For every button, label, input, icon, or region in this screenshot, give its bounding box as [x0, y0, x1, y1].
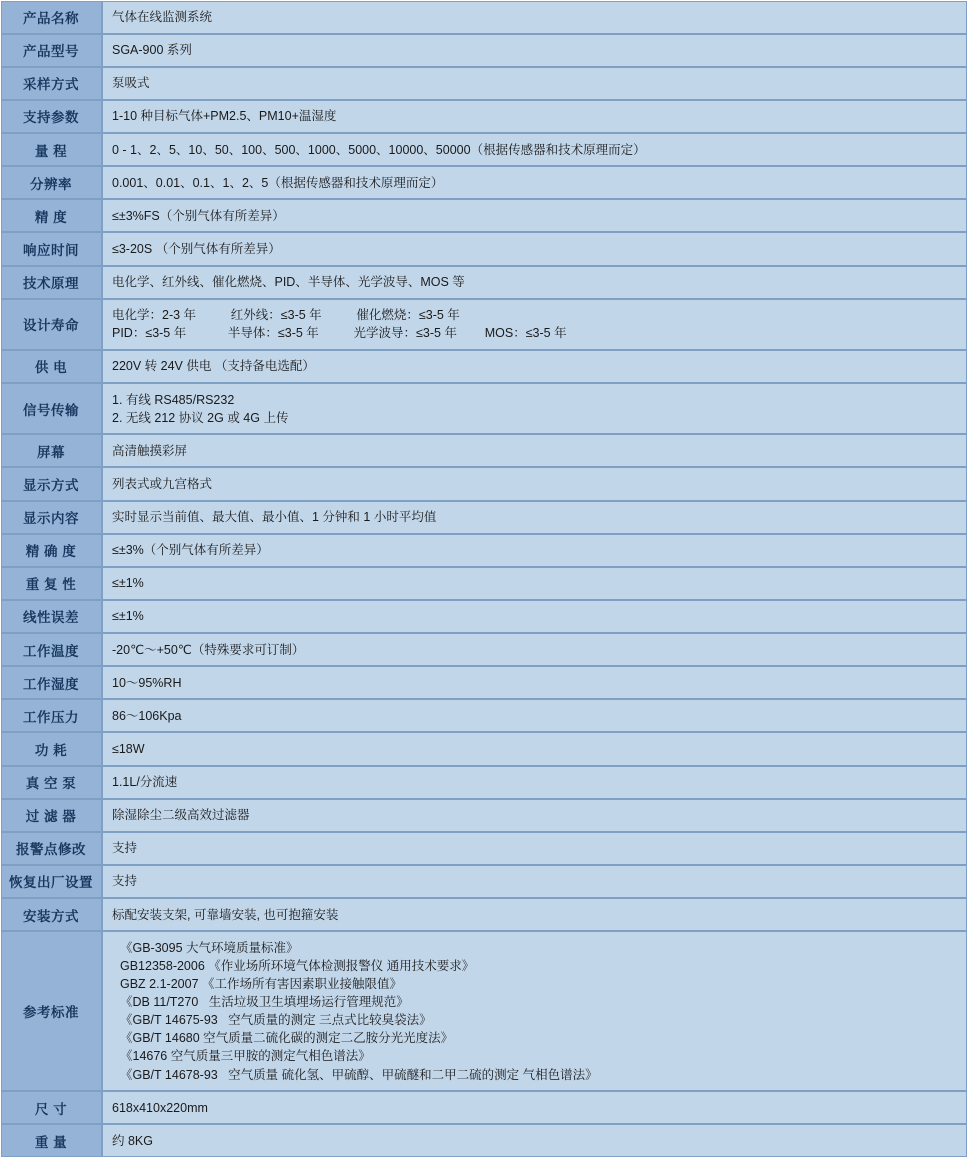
- spec-label-cell: 技术原理: [1, 266, 102, 299]
- table-row: [1, 232, 967, 265]
- spec-label-cell: 供 电: [1, 350, 102, 383]
- spec-value-cell: 1-10 种目标气体+PM2.5、PM10+温湿度: [102, 100, 967, 133]
- spec-value-line: 电化学：2-3 年 红外线：≤3-5 年 催化燃烧：≤3-5 年: [112, 308, 460, 323]
- spec-value-cell: 约 8KG: [102, 1124, 967, 1157]
- table-row: [1, 34, 967, 67]
- spec-value-cell: 实时显示当前值、最大值、最小值、1 分钟和 1 小时平均值: [102, 501, 967, 534]
- spec-label-cell: 分辨率: [1, 166, 102, 199]
- spec-label-cell: 功 耗: [1, 732, 102, 765]
- spec-value-cell: ≤3-20S （个别气体有所差异）: [102, 232, 967, 265]
- spec-value-cell: -20℃～+50℃（特殊要求可订制）: [102, 633, 967, 666]
- table-row: [1, 501, 967, 534]
- spec-value-cell: 618x410x220mm: [102, 1091, 967, 1124]
- spec-value-cell: 列表式或九宫格式: [102, 467, 967, 500]
- table-row: [1, 299, 967, 350]
- table-row: [1, 567, 967, 600]
- spec-label-cell: 显示方式: [1, 467, 102, 500]
- spec-value-line: GBZ 2.1-2007 《工作场所有害因素职业接触限值》: [120, 976, 402, 991]
- table-row: [1, 67, 967, 100]
- table-row: [1, 633, 967, 666]
- spec-value-cell: [102, 383, 967, 434]
- table-row: [1, 898, 967, 931]
- table-row: [1, 1, 967, 34]
- spec-label-cell: 过 滤 器: [1, 799, 102, 832]
- spec-value-line: 1. 有线 RS485/RS232: [112, 392, 235, 407]
- table-row: [1, 534, 967, 567]
- spec-value-cell: 气体在线监测系统: [102, 1, 967, 34]
- spec-value-line: 《GB/T 14678-93 空气质量 硫化氢、甲硫醇、甲硫醚和二甲二硫的测定 气相色谱法》: [120, 1067, 598, 1082]
- spec-value-cell: 除湿除尘二级高效过滤器: [102, 799, 967, 832]
- table-row: [1, 931, 967, 1091]
- spec-value-line: 《GB/T 14675-93 空气质量的测定 三点式比较臭袋法》: [120, 1013, 432, 1028]
- spec-value-line: PID：≤3-5 年 半导体：≤3-5 年 光学波导：≤3-5 年 MOS：≤3-5 年: [112, 326, 567, 341]
- spec-label-cell: 工作温度: [1, 633, 102, 666]
- spec-value-cell: SGA-900 系列: [102, 34, 967, 67]
- table-row: [1, 133, 967, 166]
- spec-value-cell: 0 - 1、2、5、10、50、100、500、1000、5000、10000、50000（根据传感器和技术原理而定）: [102, 133, 967, 166]
- table-row: [1, 699, 967, 732]
- spec-label-cell: 重 量: [1, 1124, 102, 1157]
- table-row: [1, 383, 967, 434]
- spec-label-cell: 安装方式: [1, 898, 102, 931]
- spec-value-cell: [102, 931, 967, 1091]
- spec-value-multiline: [112, 391, 958, 427]
- spec-label-cell: 产品型号: [1, 34, 102, 67]
- spec-value-line: 《14676 空气质量三甲胺的测定气相色谱法》: [120, 1049, 371, 1064]
- table-row: [1, 832, 967, 865]
- spec-label-cell: 量 程: [1, 133, 102, 166]
- table-row: [1, 350, 967, 383]
- table-row: [1, 266, 967, 299]
- spec-label-cell: 精 度: [1, 199, 102, 232]
- spec-value-line: 《DB 11/T270 生活垃圾卫生填埋场运行管理规范》: [120, 995, 409, 1009]
- spec-label-cell: 设计寿命: [1, 299, 102, 350]
- spec-label-cell: 重 复 性: [1, 567, 102, 600]
- spec-value-cell: ≤±1%: [102, 567, 967, 600]
- spec-label-cell: 工作湿度: [1, 666, 102, 699]
- spec-value-cell: 220V 转 24V 供电 （支持备电选配）: [102, 350, 967, 383]
- spec-value-multiline: [112, 306, 958, 342]
- spec-value-line: 《GB-3095 大气环境质量标准》: [120, 940, 299, 955]
- spec-label-cell: 产品名称: [1, 1, 102, 34]
- spec-value-line: GB12358-2006 《作业场所环境气体检测报警仪 通用技术要求》: [120, 958, 475, 973]
- spec-label-cell: 支持参数: [1, 100, 102, 133]
- spec-label-cell: 恢复出厂设置: [1, 865, 102, 898]
- spec-label-cell: 显示内容: [1, 501, 102, 534]
- spec-value-cell: 泵吸式: [102, 67, 967, 100]
- spec-value-cell: 0.001、0.01、0.1、1、2、5（根据传感器和技术原理而定）: [102, 166, 967, 199]
- spec-value-cell: [102, 299, 967, 350]
- spec-label-cell: 屏幕: [1, 434, 102, 467]
- spec-table-body: [1, 1, 967, 1158]
- spec-label-cell: 参考标准: [1, 931, 102, 1091]
- spec-label-cell: 线性误差: [1, 600, 102, 633]
- spec-label-cell: 信号传输: [1, 383, 102, 434]
- spec-label-cell: 响应时间: [1, 232, 102, 265]
- spec-value-cell: 高清触摸彩屏: [102, 434, 967, 467]
- spec-value-cell: 标配安装支架, 可靠墙安装, 也可抱箍安装: [102, 898, 967, 931]
- table-row: [1, 766, 967, 799]
- table-row: [1, 467, 967, 500]
- spec-value-line: 《GB/T 14680 空气质量二硫化碳的测定二乙胺分光光度法》: [120, 1031, 454, 1046]
- spec-label-cell: 工作压力: [1, 699, 102, 732]
- spec-value-multiline: [112, 939, 958, 1084]
- spec-value-cell: 10～95%RH: [102, 666, 967, 699]
- spec-value-cell: ≤±3%（个别气体有所差异）: [102, 534, 967, 567]
- table-row: [1, 434, 967, 467]
- spec-label-cell: 报警点修改: [1, 832, 102, 865]
- table-row: [1, 865, 967, 898]
- spec-value-cell: 支持: [102, 865, 967, 898]
- table-row: [1, 1124, 967, 1157]
- spec-label-cell: 真 空 泵: [1, 766, 102, 799]
- table-row: [1, 1091, 967, 1124]
- spec-value-cell: ≤18W: [102, 732, 967, 765]
- spec-value-cell: 86～106Kpa: [102, 699, 967, 732]
- table-row: [1, 100, 967, 133]
- table-row: [1, 799, 967, 832]
- spec-value-line: 2. 无线 212 协议 2G 或 4G 上传: [112, 410, 289, 425]
- spec-value-cell: 1.1L/分流速: [102, 766, 967, 799]
- table-row: [1, 666, 967, 699]
- spec-value-cell: ≤±3%FS（个别气体有所差异）: [102, 199, 967, 232]
- spec-value-cell: 支持: [102, 832, 967, 865]
- table-row: [1, 199, 967, 232]
- spec-label-cell: 采样方式: [1, 67, 102, 100]
- table-row: [1, 732, 967, 765]
- spec-value-cell: ≤±1%: [102, 600, 967, 633]
- spec-label-cell: 精 确 度: [1, 534, 102, 567]
- table-row: [1, 166, 967, 199]
- spec-value-cell: 电化学、红外线、催化燃烧、PID、半导体、光学波导、MOS 等: [102, 266, 967, 299]
- spec-label-cell: 尺 寸: [1, 1091, 102, 1124]
- table-row: [1, 600, 967, 633]
